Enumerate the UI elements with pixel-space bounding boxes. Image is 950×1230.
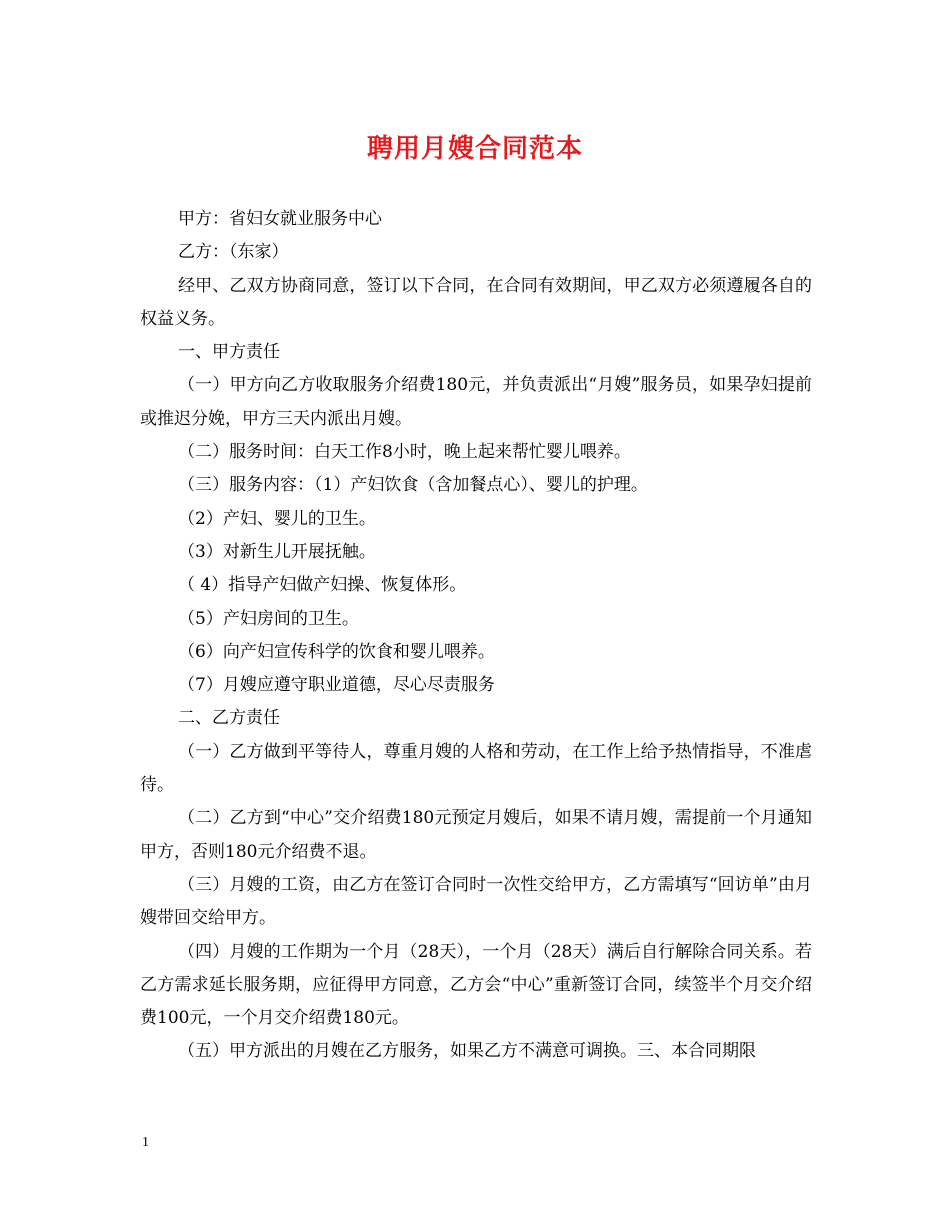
service-item-4: （ 4）指导产妇做产妇操、恢复体形。 [178, 575, 467, 596]
preamble-paragraph: 经甲、乙双方协商同意，签订以下合同，在合同有效期间，甲乙双方必须遵履各自的权益义务。 [140, 275, 812, 329]
clause-a-1: （一）甲方向乙方收取服务介绍费180元，并负责派出“月嫂”服务员，如果孕妇提前或推迟分娩，甲方三天内派出月嫂。 [140, 375, 812, 429]
clause-b-4: （四）月嫂的工作期为一个月（28天），一个月（28天）满后自行解除合同关系。若乙方需求延长服务期，应征得甲方同意，乙方会“中心”重新签订合同，续签半个月交介绍费100元，一个月交介绍费180元。 [140, 941, 812, 1029]
clause-b-1: （一）乙方做到平等待人，尊重月嫂的人格和劳动，在工作上给予热情指导，不准虐待。 [140, 741, 812, 796]
page-number: 1 [142, 1135, 149, 1150]
clause-a-2: （二）服务时间：白天工作8小时，晚上起来帮忙婴儿喂养。 [178, 442, 631, 463]
document-title: 聘用月嫂合同范本 [366, 134, 583, 164]
party-b-line: 乙方：（东家） [178, 242, 289, 263]
section-heading-party-b: 二、乙方责任 [178, 708, 280, 729]
clause-a-3: （三）服务内容：（1）产妇饮食（含加餐点心）、婴儿的护理。 [178, 475, 648, 496]
service-item-6: （6）向产妇宣传科学的饮食和婴儿喂养。 [178, 641, 495, 662]
clause-b-3: （三）月嫂的工资，由乙方在签订合同时一次性交给甲方，乙方需填写“回访单”由月嫂带回交给甲方。 [140, 874, 812, 929]
service-item-7: （7）月嫂应遵守职业道德，尽心尽责服务 [178, 675, 495, 696]
service-item-2: （2）产妇、婴儿的卫生。 [178, 508, 376, 529]
document-body [140, 203, 812, 1069]
party-a-line: 甲方：省妇女就业服务中心 [178, 209, 382, 229]
service-item-5: （5）产妇房间的卫生。 [178, 608, 359, 629]
clause-b-5: （五）甲方派出的月嫂在乙方服务，如果乙方不满意可调换。三、本合同期限 [178, 1041, 756, 1062]
clause-b-2: （二）乙方到“中心”交介绍费180元预定月嫂后，如果不请月嫂，需提前一个月通知甲方，否则180元介绍费不退。 [140, 808, 812, 862]
service-item-3: （3）对新生儿开展抚触。 [178, 541, 376, 562]
section-heading-party-a: 一、甲方责任 [178, 342, 280, 363]
